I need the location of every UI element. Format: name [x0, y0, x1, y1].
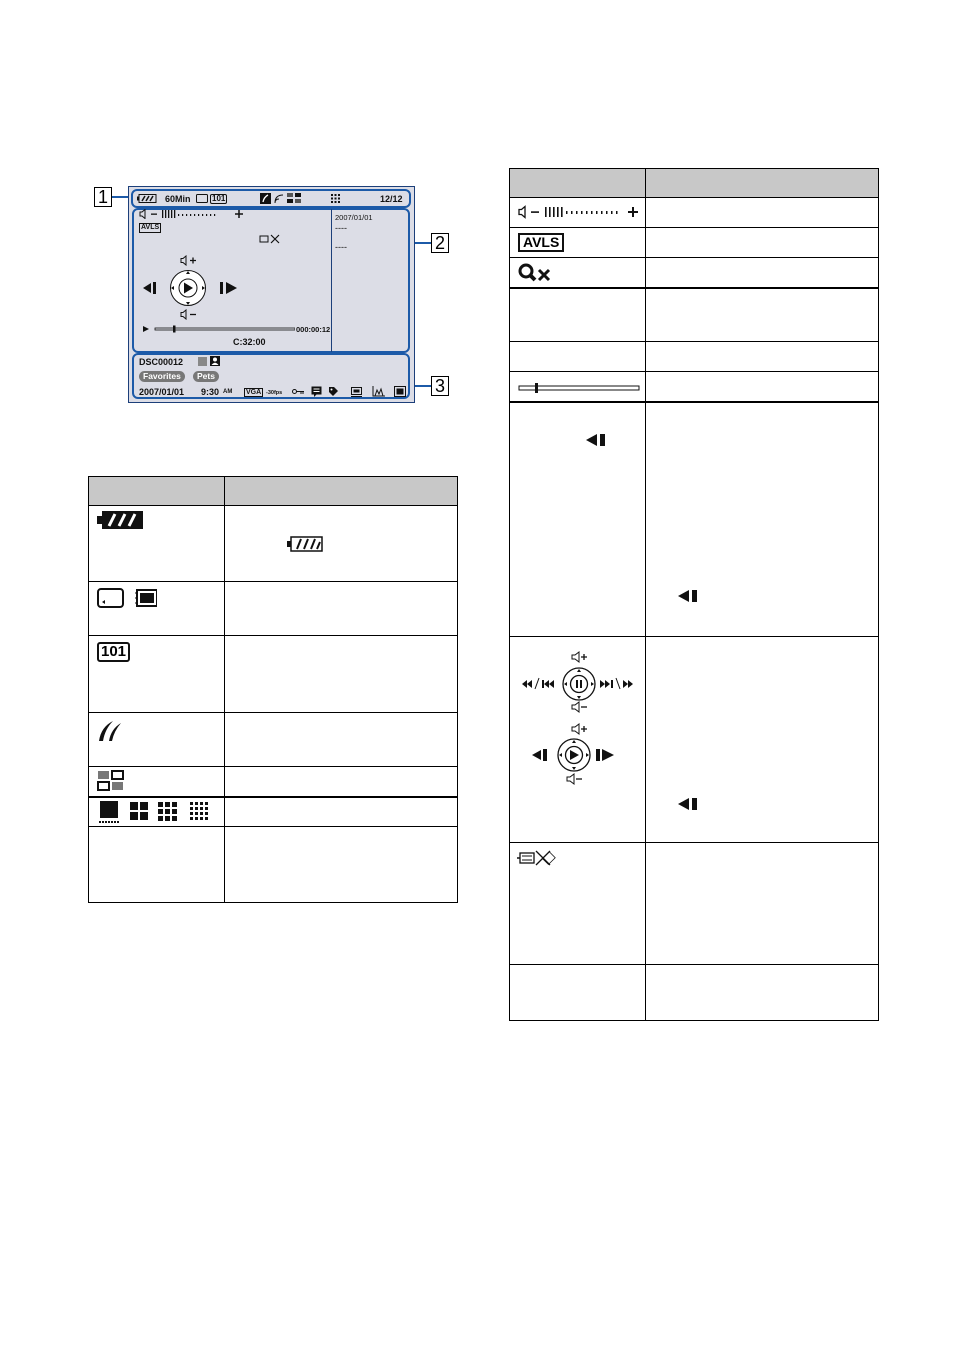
playback-counter: C:32:00: [233, 337, 266, 347]
description-cell: [645, 228, 878, 258]
volume-scale-icon: [139, 209, 245, 219]
printer-disconnect-icon: [516, 848, 558, 868]
callout-1: 1: [94, 187, 112, 207]
icon-cell: [510, 637, 646, 843]
display-icon: [394, 386, 406, 397]
image-count: 12/12: [380, 194, 403, 204]
table-row: [89, 636, 458, 713]
table-row: [89, 767, 458, 797]
icon-cell: [89, 827, 225, 903]
icon-cell: [510, 965, 646, 1021]
icon-cell: [89, 767, 225, 797]
table-row: [510, 258, 879, 288]
volume-up-icon: [180, 255, 198, 266]
time-remaining: 60Min: [165, 194, 191, 204]
icon-cell: [510, 198, 646, 228]
zoom-cancel-icon: [518, 263, 554, 283]
bottom-time: 9:30: [201, 387, 220, 397]
description-cell: [224, 713, 457, 767]
info-panel-divider: [331, 209, 332, 352]
table-row: [510, 228, 879, 258]
memory-stick-icon: [196, 194, 208, 203]
description-cell: [224, 636, 457, 713]
icon-cell: [510, 288, 646, 342]
wireless-icon: [260, 193, 271, 204]
frame-rate: -30fps: [266, 390, 283, 396]
table-row: [510, 372, 879, 402]
right-table: [509, 168, 879, 1021]
rewind-icon: [678, 589, 702, 603]
table-row: [510, 402, 879, 637]
comment-icon: [311, 386, 322, 397]
battery-icon: [97, 510, 145, 530]
table-row: [510, 198, 879, 228]
person-icon: [210, 356, 220, 366]
index-grid-icon: [97, 801, 215, 825]
display-mode-icon: [286, 193, 304, 204]
info-date: 2007/01/01: [335, 213, 373, 222]
bottom-ampm: AM: [223, 389, 233, 395]
key-icon: [292, 388, 304, 395]
icon-cell: [510, 372, 646, 402]
folder-icon: 101: [97, 642, 130, 662]
description-cell: [645, 372, 878, 402]
wireless-icon: [97, 719, 123, 743]
battery-icon: [137, 194, 157, 203]
description-cell: [645, 637, 878, 843]
bottom-date: 2007/01/01: [139, 387, 185, 397]
avls-badge: AVLS: [141, 224, 160, 231]
icon-cell: [510, 258, 646, 288]
image-size: VGA: [246, 389, 262, 396]
protect-icon: [198, 357, 207, 366]
description-cell: [645, 965, 878, 1021]
description-cell: [645, 198, 878, 228]
display-mode-icon: [97, 770, 127, 792]
header-cell-2: [645, 169, 878, 198]
description-cell: [224, 827, 457, 903]
tag-favorites: Favorites: [139, 371, 185, 382]
volume-scale-icon: [518, 205, 640, 219]
control-pad-icon: [522, 651, 636, 789]
table-row: [89, 582, 458, 636]
elapsed-time: 000:00:12: [296, 325, 331, 334]
description-cell: [645, 258, 878, 288]
memory-icons: [97, 588, 157, 610]
index-grid-icon: [331, 194, 340, 203]
volume-down-icon: [180, 309, 198, 320]
info-dash-1: ----: [335, 223, 347, 233]
file-name: DSC00012: [139, 357, 184, 367]
callout-3: 3: [431, 376, 449, 396]
icon-cell: [510, 228, 646, 258]
table-header-row: [89, 477, 458, 506]
rewind-icon: [678, 797, 702, 811]
table-row: [510, 342, 879, 372]
table-row: [89, 827, 458, 903]
left-table: [88, 476, 458, 903]
avls-icon: AVLS: [518, 233, 564, 252]
signal-icon: [274, 194, 284, 204]
icon-cell: [89, 582, 225, 636]
description-cell: [224, 506, 457, 582]
description-cell: [645, 843, 878, 965]
icon-cell: [89, 506, 225, 582]
icon-cell: [89, 713, 225, 767]
folder-icon: 101: [212, 194, 226, 203]
table-row: [510, 288, 879, 342]
playback-progress-bar: [143, 325, 295, 333]
icon-cell: [510, 843, 646, 965]
description-cell: [645, 288, 878, 342]
table-row: [89, 506, 458, 582]
progress-bar-icon: [518, 383, 640, 393]
description-cell: [224, 797, 457, 827]
header-cell-1: [89, 477, 225, 506]
icon-cell: [89, 797, 225, 827]
histogram-icon: [372, 386, 385, 397]
table-header-row: [510, 169, 879, 198]
callout-2: 2: [431, 233, 449, 253]
control-pad-icon: [143, 269, 237, 307]
table-row: [510, 965, 879, 1021]
rewind-icon: [586, 433, 610, 447]
table-row: [89, 797, 458, 827]
printer-disconnect-icon: [259, 233, 281, 245]
slideshow-icon: [351, 387, 362, 397]
icon-cell: [89, 636, 225, 713]
table-row: [89, 713, 458, 767]
battery-level-icon: [287, 536, 323, 552]
table-row: [510, 843, 879, 965]
description-cell: [645, 342, 878, 372]
icon-cell: [510, 342, 646, 372]
icon-cell: [510, 402, 646, 637]
description-cell: [645, 402, 878, 637]
camera-screen-illustration: [128, 186, 415, 403]
description-cell: [224, 582, 457, 636]
description-cell: [224, 767, 457, 797]
tag-icon: [328, 386, 339, 397]
header-cell-2: [224, 477, 457, 506]
tag-pets: Pets: [193, 371, 219, 382]
table-row: [510, 637, 879, 843]
info-dash-2: ----: [335, 242, 347, 252]
header-cell-1: [510, 169, 646, 198]
